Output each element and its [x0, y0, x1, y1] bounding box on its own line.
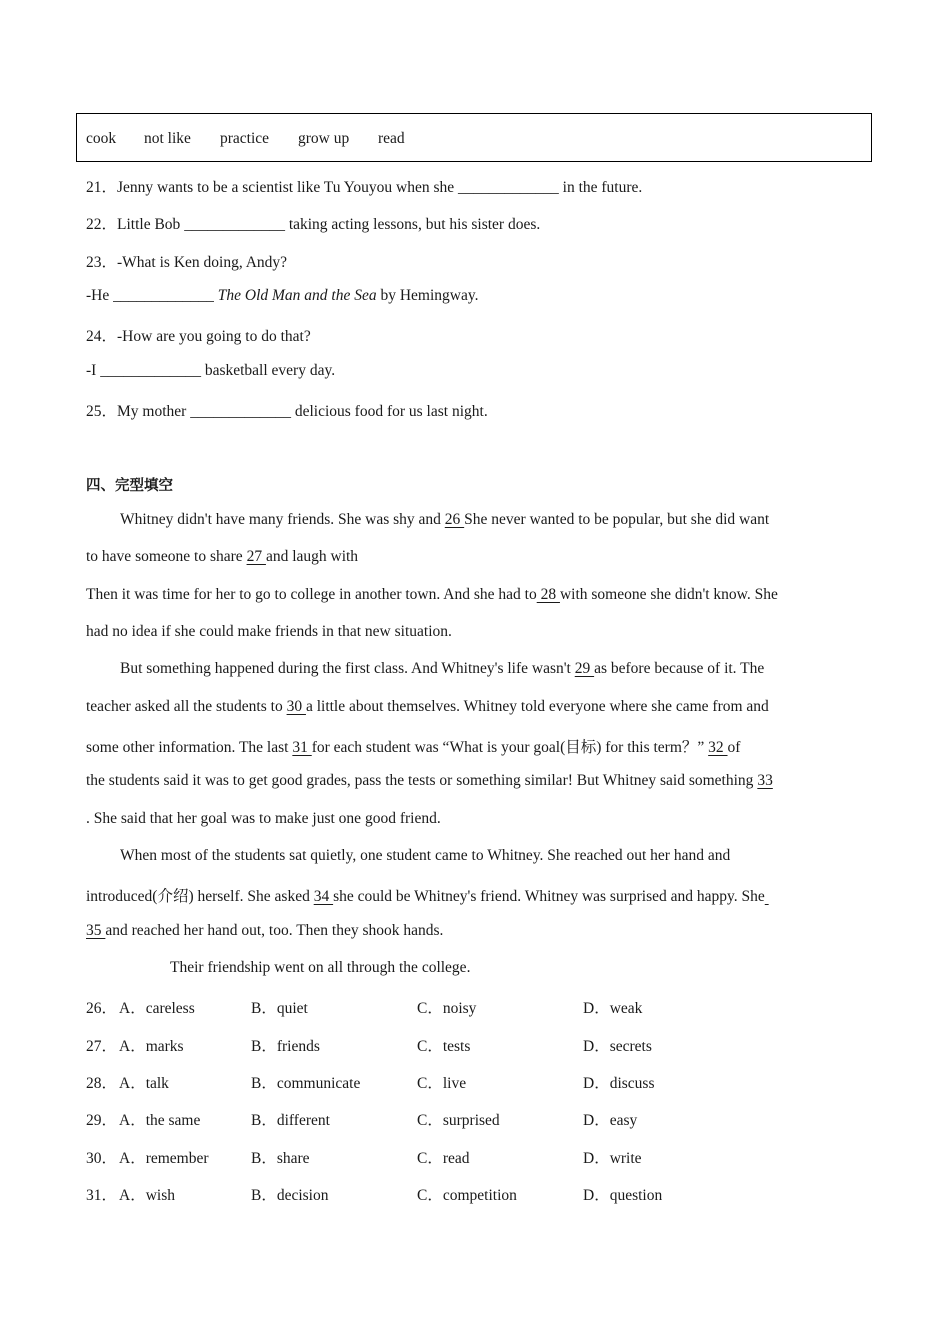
word-bank-item: cook	[86, 130, 117, 147]
question-25	[86, 399, 488, 421]
option-c[interactable]: C．noisy	[417, 1000, 477, 1017]
option-number: 26．	[86, 1000, 118, 1017]
option-number: 27．	[86, 1038, 118, 1055]
option-d[interactable]: D．discuss	[583, 1075, 655, 1092]
cloze-blank[interactable]: 27	[246, 548, 266, 565]
passage-line	[86, 586, 778, 604]
passage-line	[86, 772, 773, 790]
option-a[interactable]: A．talk	[119, 1075, 169, 1092]
question-text: Jenny wants to be a scientist like Tu Youyou when she	[117, 179, 459, 196]
passage-text: for each student was “What is your goal(目标) for this term？”	[311, 739, 709, 756]
question-text: Little Bob	[117, 216, 185, 233]
question-24-answer-line	[86, 362, 335, 380]
book-title: The Old Man and the Sea	[217, 287, 377, 304]
option-d[interactable]: D．easy	[583, 1112, 638, 1129]
passage-line	[86, 548, 358, 566]
option-number: 28．	[86, 1075, 118, 1092]
passage-line: had no idea if she could make friends in that new situation.	[86, 623, 452, 640]
option-c[interactable]: C．read	[417, 1150, 470, 1167]
passage-text: of	[727, 739, 741, 756]
question-number: 22．	[86, 216, 118, 233]
question-24	[86, 324, 311, 346]
question-number: 23．	[86, 254, 118, 271]
option-a[interactable]: A．careless	[119, 1000, 195, 1017]
passage-text: and reached her hand out, too. Then they shook hands.	[105, 922, 444, 939]
passage-text: But something happened during the first class. And Whitney's life wasn't	[120, 660, 575, 677]
passage-line	[86, 698, 769, 716]
option-d[interactable]: D．secrets	[583, 1038, 652, 1055]
answer-blank[interactable]: _____________	[190, 403, 291, 420]
word-bank-item: grow up	[298, 130, 350, 147]
passage-line	[120, 660, 764, 678]
passage-text: Then it was time for her to go to college in another town. And she had to	[86, 586, 537, 603]
cloze-blank[interactable]: 34	[313, 888, 334, 905]
cloze-blank[interactable]: 28	[536, 586, 560, 603]
question-22	[86, 212, 540, 234]
passage-text: introduced(介绍) herself. She asked	[86, 888, 314, 905]
passage-line: Their friendship went on all through the college.	[170, 959, 471, 976]
passage-text: some other information. The last	[86, 739, 293, 756]
question-text: -How are you going to do that?	[117, 328, 311, 345]
option-d[interactable]: D．weak	[583, 1000, 643, 1017]
cloze-blank[interactable]: 31	[292, 739, 312, 756]
question-23-answer-line	[86, 287, 479, 305]
option-a[interactable]: A．the same	[119, 1112, 201, 1129]
question-text: basketball every day.	[200, 362, 336, 379]
cloze-blank[interactable]: 33	[757, 772, 773, 789]
question-23	[86, 250, 287, 272]
passage-text: the students said it was to get good grades, pass the tests or something similar! But Whitney said something	[86, 772, 758, 789]
question-text: by Hemingway.	[376, 287, 479, 304]
word-bank-box	[76, 113, 872, 162]
option-c[interactable]: C．tests	[417, 1038, 471, 1055]
cloze-blank[interactable]: 29	[574, 660, 595, 677]
cloze-blank[interactable]: 26	[444, 511, 465, 528]
passage-text: teacher asked all the students to	[86, 698, 287, 715]
word-bank-item: read	[378, 130, 405, 147]
question-21	[86, 175, 642, 197]
option-b[interactable]: B．friends	[251, 1038, 320, 1055]
passage-line	[120, 511, 769, 529]
cloze-blank-underline	[765, 888, 769, 905]
cloze-blank[interactable]: 30	[286, 698, 306, 715]
option-c[interactable]: C．surprised	[417, 1112, 500, 1129]
passage-text: with someone she didn't know. She	[559, 586, 778, 603]
answer-blank[interactable]: _____________	[100, 362, 201, 379]
passage-line: When most of the students sat quietly, one student came to Whitney. She reached out her hand and	[120, 847, 731, 864]
passage-text: a little about themselves. Whitney told everyone where she came from and	[305, 698, 769, 715]
question-number: 21．	[86, 179, 118, 196]
question-number: 25．	[86, 403, 118, 420]
word-bank-item: practice	[220, 130, 270, 147]
option-number: 31．	[86, 1187, 118, 1204]
passage-line: . She said that her goal was to make just one good friend.	[86, 810, 441, 827]
passage-text: She never wanted to be popular, but she did want	[464, 511, 770, 528]
question-text: -What is Ken doing, Andy?	[117, 254, 288, 271]
question-text: -He	[86, 287, 114, 304]
option-b[interactable]: B．communicate	[251, 1075, 361, 1092]
question-text: taking acting lessons, but his sister does.	[284, 216, 541, 233]
answer-blank[interactable]: _____________	[458, 179, 559, 196]
answer-blank[interactable]: _____________	[113, 287, 214, 304]
passage-line	[86, 884, 769, 906]
answer-blank[interactable]: _____________	[184, 216, 285, 233]
section-heading: 四、完型填空	[86, 478, 173, 494]
option-number: 29．	[86, 1112, 118, 1129]
option-b[interactable]: B．quiet	[251, 1000, 308, 1017]
passage-line	[86, 922, 443, 940]
option-c[interactable]: C．competition	[417, 1187, 517, 1204]
option-d[interactable]: D．question	[583, 1187, 663, 1204]
cloze-blank[interactable]: 32	[708, 739, 728, 756]
option-b[interactable]: B．decision	[251, 1187, 329, 1204]
question-text: -I	[86, 362, 101, 379]
option-a[interactable]: A．remember	[119, 1150, 209, 1167]
passage-text: Whitney didn't have many friends. She was shy and	[120, 511, 445, 528]
option-d[interactable]: D．write	[583, 1150, 642, 1167]
passage-text: and laugh with	[265, 548, 359, 565]
passage-text: as before because of it. The	[594, 660, 765, 677]
cloze-blank[interactable]: 35	[86, 922, 106, 939]
passage-text: to have someone to share	[86, 548, 247, 565]
word-bank-item: not like	[144, 130, 191, 147]
passage-line	[86, 735, 740, 757]
option-b[interactable]: B．share	[251, 1150, 310, 1167]
option-b[interactable]: B．different	[251, 1112, 330, 1129]
question-text: delicious food for us last night.	[290, 403, 488, 420]
option-c[interactable]: C．live	[417, 1075, 467, 1092]
option-a[interactable]: A．wish	[119, 1187, 175, 1204]
option-a[interactable]: A．marks	[119, 1038, 184, 1055]
passage-text: she could be Whitney's friend. Whitney was surprised and happy. She	[333, 888, 765, 905]
question-text: in the future.	[558, 179, 643, 196]
question-text: My mother	[117, 403, 191, 420]
question-number: 24．	[86, 328, 118, 345]
option-number: 30．	[86, 1150, 118, 1167]
